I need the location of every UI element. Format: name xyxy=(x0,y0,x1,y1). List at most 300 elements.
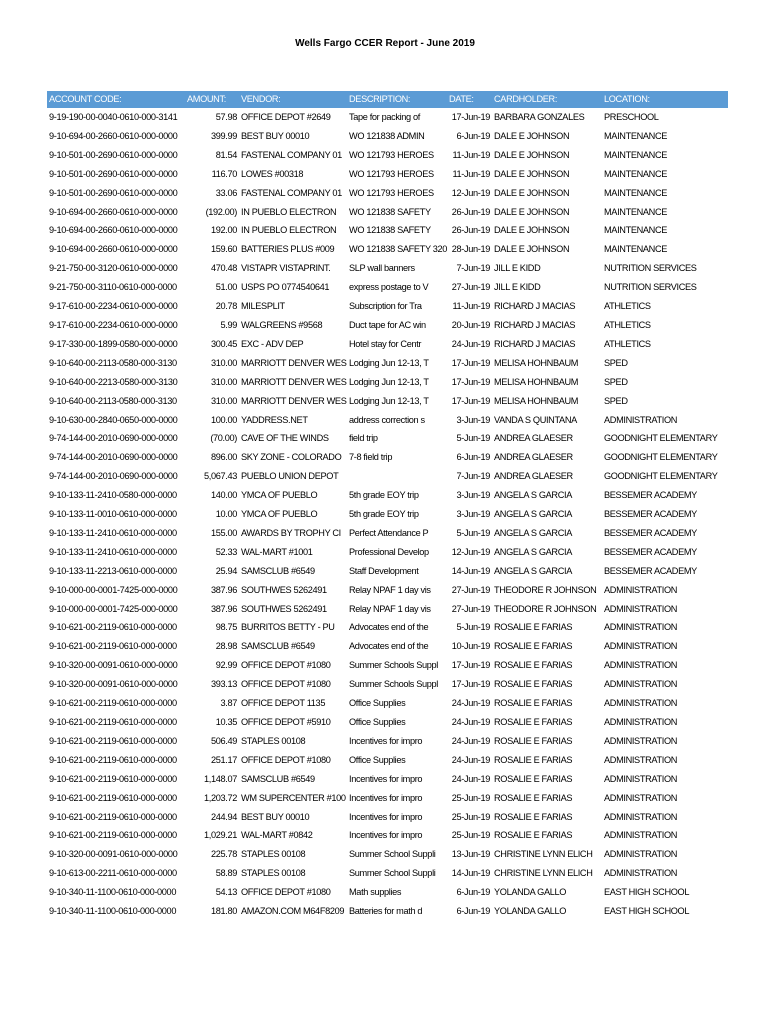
cardholder-cell: ANDREA GLAESER xyxy=(494,433,573,444)
vendor-cell: WALGREENS #9568 xyxy=(241,319,323,330)
cardholder-cell: DALE E JOHNSON xyxy=(494,149,570,160)
amount-cell: 20.78 xyxy=(215,301,237,312)
table-header-row xyxy=(47,91,728,108)
account-code-cell: 9-74-144-00-2010-0690-000-0000 xyxy=(49,433,178,444)
table-row xyxy=(47,373,728,392)
vendor-cell: YMCA OF PUEBLO xyxy=(241,490,318,501)
amount-cell: 310.00 xyxy=(210,357,237,368)
table-row xyxy=(47,618,728,637)
description-cell: Incentives for impro xyxy=(349,735,423,746)
vendor-cell: OFFICE DEPOT #5910 xyxy=(241,717,331,727)
table-row xyxy=(47,259,728,278)
vendor-cell: MARRIOTT DENVER WES xyxy=(241,357,347,368)
account-code-cell: 9-10-133-11-2410-0610-000-0000 xyxy=(49,527,177,538)
location-cell: BESSEMER ACADEMY xyxy=(604,509,697,520)
date-cell: 24-Jun-19 xyxy=(451,735,490,746)
date-cell: 26-Jun-19 xyxy=(451,225,490,236)
amount-cell: 81.54 xyxy=(215,149,237,160)
description-cell: Incentives for impro xyxy=(349,792,423,803)
date-cell: 24-Jun-19 xyxy=(451,338,490,349)
account-code-cell: 9-10-320-00-0091-0610-000-0000 xyxy=(49,679,178,690)
vendor-cell: BURRITOS BETTY - PU xyxy=(241,622,335,633)
cardholder-cell: VANDA S QUINTANA xyxy=(494,414,577,425)
location-cell: SPED xyxy=(604,357,628,368)
amount-cell: 225.78 xyxy=(210,849,237,860)
table-row xyxy=(47,600,728,619)
date-cell: 6-Jun-19 xyxy=(456,452,490,463)
table-row xyxy=(47,864,728,883)
cardholder-cell: ANGELA S GARCIA xyxy=(494,527,572,538)
account-code-cell: 9-21-750-00-3110-0610-000-0000 xyxy=(49,282,177,293)
cardholder-cell: ROSALIE E FARIAS xyxy=(494,622,573,633)
amount-cell: 399.99 xyxy=(210,130,237,141)
amount-cell: 896.00 xyxy=(210,452,237,463)
table-body xyxy=(47,108,728,921)
description-cell: Duct tape for AC win xyxy=(349,319,426,330)
transactions-table xyxy=(47,91,728,921)
table-row xyxy=(47,335,728,354)
date-cell: 17-Jun-19 xyxy=(451,112,490,122)
vendor-cell: AWARDS BY TROPHY CI xyxy=(241,527,341,538)
amount-cell: 3.87 xyxy=(220,698,237,709)
date-cell: 3-Jun-19 xyxy=(456,509,490,520)
amount-cell: 33.06 xyxy=(215,187,237,198)
cardholder-cell: ROSALIE E FARIAS xyxy=(494,773,573,784)
account-code-cell: 9-10-000-00-0001-7425-000-0000 xyxy=(49,603,178,614)
description-cell: Lodging Jun 12-13, T xyxy=(349,376,429,387)
amount-cell: 10.35 xyxy=(215,717,237,727)
vendor-cell: BEST BUY 00010 xyxy=(241,130,310,141)
cardholder-cell: ROSALIE E FARIAS xyxy=(494,830,573,841)
date-cell: 25-Jun-19 xyxy=(451,811,490,822)
description-cell: Advocates end of the xyxy=(349,641,429,652)
description-cell: express postage to V xyxy=(349,282,429,293)
account-code-cell: 9-10-694-00-2660-0610-000-0000 xyxy=(49,244,178,255)
vendor-cell: STAPLES 00108 xyxy=(241,735,306,746)
amount-cell: 10.00 xyxy=(215,509,237,520)
amount-cell: 28.98 xyxy=(215,641,237,652)
cardholder-cell: YOLANDA GALLO xyxy=(494,887,567,898)
location-cell: MAINTENANCE xyxy=(604,130,668,141)
account-code-cell: 9-10-133-11-2410-0580-000-0000 xyxy=(49,490,177,501)
date-cell: 26-Jun-19 xyxy=(451,206,490,217)
account-code-cell: 9-10-501-00-2690-0610-000-0000 xyxy=(49,149,178,160)
date-cell: 14-Jun-19 xyxy=(451,565,490,576)
amount-cell: 140.00 xyxy=(210,490,237,501)
table-row xyxy=(47,732,728,751)
description-cell: Office Supplies xyxy=(349,717,406,727)
table-row xyxy=(47,902,728,921)
cardholder-cell: RICHARD J MACIAS xyxy=(494,319,576,330)
account-code-cell: 9-10-621-00-2119-0610-000-0000 xyxy=(49,792,177,803)
amount-cell: 92.99 xyxy=(215,660,237,671)
table-row xyxy=(47,524,728,543)
col-date: DATE: xyxy=(447,91,492,108)
account-code-cell: 9-10-621-00-2119-0610-000-0000 xyxy=(49,622,177,633)
account-code-cell: 9-10-640-00-2113-0580-000-3130 xyxy=(49,395,177,406)
table-row xyxy=(47,770,728,789)
date-cell: 27-Jun-19 xyxy=(451,282,490,293)
date-cell: 27-Jun-19 xyxy=(451,603,490,614)
cardholder-cell: DALE E JOHNSON xyxy=(494,168,570,179)
account-code-cell: 9-10-621-00-2119-0610-000-0000 xyxy=(49,773,177,784)
amount-cell: 387.96 xyxy=(210,603,237,614)
table-row xyxy=(47,713,728,732)
amount-cell: 5,067.43 xyxy=(204,471,237,482)
account-code-cell: 9-10-501-00-2690-0610-000-0000 xyxy=(49,187,178,198)
date-cell: 27-Jun-19 xyxy=(451,584,490,595)
cardholder-cell: ROSALIE E FARIAS xyxy=(494,792,573,803)
col-account-code: ACCOUNT CODE: xyxy=(47,91,185,108)
location-cell: ADMINISTRATION xyxy=(604,660,678,671)
account-code-cell: 9-17-330-00-1899-0580-000-0000 xyxy=(49,338,178,349)
account-code-cell: 9-10-694-00-2660-0610-000-0000 xyxy=(49,130,178,141)
vendor-cell: SAMSCLUB #6549 xyxy=(241,565,315,576)
date-cell: 25-Jun-19 xyxy=(451,830,490,841)
description-cell: Incentives for impro xyxy=(349,773,423,784)
amount-cell: 51.00 xyxy=(215,282,237,293)
table-row xyxy=(47,221,728,240)
vendor-cell: LOWES #00318 xyxy=(241,168,304,179)
account-code-cell: 9-10-694-00-2660-0610-000-0000 xyxy=(49,206,178,217)
date-cell: 25-Jun-19 xyxy=(451,792,490,803)
description-cell: Perfect Attendance P xyxy=(349,527,429,538)
vendor-cell: MILESPLIT xyxy=(241,301,285,312)
account-code-cell: 9-10-640-00-2213-0580-000-3130 xyxy=(49,376,178,387)
description-cell: WO 121838 SAFETY 320 xyxy=(349,244,447,255)
location-cell: ADMINISTRATION xyxy=(604,622,678,633)
date-cell: 24-Jun-19 xyxy=(451,698,490,709)
table-row xyxy=(47,845,728,864)
date-cell: 7-Jun-19 xyxy=(456,471,490,482)
cardholder-cell: ANGELA S GARCIA xyxy=(494,546,572,557)
account-code-cell: 9-10-621-00-2119-0610-000-0000 xyxy=(49,717,177,727)
location-cell: SPED xyxy=(604,376,628,387)
cardholder-cell: ROSALIE E FARIAS xyxy=(494,660,573,671)
date-cell: 5-Jun-19 xyxy=(456,622,490,633)
amount-cell: 58.89 xyxy=(215,868,237,879)
vendor-cell: USPS PO 0774540641 xyxy=(241,282,330,293)
table-row xyxy=(47,826,728,845)
table-row xyxy=(47,240,728,259)
account-code-cell: 9-10-340-11-1100-0610-000-0000 xyxy=(49,887,177,898)
location-cell: ADMINISTRATION xyxy=(604,792,678,803)
cardholder-cell: RICHARD J MACIAS xyxy=(494,301,576,312)
location-cell: BESSEMER ACADEMY xyxy=(604,527,697,538)
cardholder-cell: ROSALIE E FARIAS xyxy=(494,735,573,746)
table-row xyxy=(47,543,728,562)
table-row xyxy=(47,108,728,127)
cardholder-cell: MELISA HOHNBAUM xyxy=(494,376,579,387)
description-cell: field trip xyxy=(349,433,378,444)
cardholder-cell: DALE E JOHNSON xyxy=(494,187,570,198)
account-code-cell: 9-17-610-00-2234-0610-000-0000 xyxy=(49,301,178,312)
vendor-cell: IN PUEBLO ELECTRON xyxy=(241,206,337,217)
table-row xyxy=(47,656,728,675)
date-cell: 11-Jun-19 xyxy=(452,149,490,160)
account-code-cell: 9-10-621-00-2119-0610-000-0000 xyxy=(49,735,177,746)
location-cell: ADMINISTRATION xyxy=(604,641,678,652)
amount-cell: 251.17 xyxy=(210,754,237,765)
description-cell: WO 121838 SAFETY xyxy=(349,206,431,217)
description-cell: Subscription for Tra xyxy=(349,301,422,312)
vendor-cell: WM SUPERCENTER #100 xyxy=(241,792,346,803)
table-row xyxy=(47,127,728,146)
location-cell: ADMINISTRATION xyxy=(604,679,678,690)
cardholder-cell: ANGELA S GARCIA xyxy=(494,490,572,501)
account-code-cell: 9-10-640-00-2113-0580-000-3130 xyxy=(49,357,177,368)
amount-cell: 1,203.72 xyxy=(204,792,237,803)
description-cell: Math supplies xyxy=(349,887,402,898)
date-cell: 7-Jun-19 xyxy=(456,263,490,274)
col-vendor: VENDOR: xyxy=(239,91,347,108)
cardholder-cell: JILL E KIDD xyxy=(494,263,541,274)
table-row xyxy=(47,146,728,165)
vendor-cell: PUEBLO UNION DEPOT xyxy=(241,471,339,482)
description-cell: Staff Development xyxy=(349,565,419,576)
vendor-cell: VISTAPR VISTAPRINT. xyxy=(241,263,331,274)
location-cell: MAINTENANCE xyxy=(604,149,668,160)
table-row xyxy=(47,448,728,467)
vendor-cell: STAPLES 00108 xyxy=(241,849,306,860)
amount-cell: 116.70 xyxy=(211,168,237,179)
location-cell: MAINTENANCE xyxy=(604,168,668,179)
description-cell: Tape for packing of xyxy=(349,112,420,122)
amount-cell: 387.96 xyxy=(210,584,237,595)
vendor-cell: MARRIOTT DENVER WES xyxy=(241,376,347,387)
description-cell: Summer School Suppli xyxy=(349,849,436,860)
description-cell: 5th grade EOY trip xyxy=(349,490,419,501)
col-location: LOCATION: xyxy=(602,91,728,108)
vendor-cell: STAPLES 00108 xyxy=(241,868,306,879)
col-cardholder: CARDHOLDER: xyxy=(492,91,602,108)
amount-cell: 155.00 xyxy=(210,527,237,538)
account-code-cell: 9-10-613-00-2211-0610-000-0000 xyxy=(49,868,177,879)
vendor-cell: CAVE OF THE WINDS xyxy=(241,433,329,444)
description-cell: address correction s xyxy=(349,414,425,425)
amount-cell: 244.94 xyxy=(210,811,237,822)
location-cell: ADMINISTRATION xyxy=(604,811,678,822)
date-cell: 5-Jun-19 xyxy=(456,433,490,444)
account-code-cell: 9-10-621-00-2119-0610-000-0000 xyxy=(49,754,177,765)
cardholder-cell: ROSALIE E FARIAS xyxy=(494,811,573,822)
description-cell: Relay NPAF 1 day vis xyxy=(349,603,431,614)
description-cell: Hotel stay for Centr xyxy=(349,338,422,349)
amount-cell: 470.48 xyxy=(210,263,237,274)
location-cell: ATHLETICS xyxy=(604,301,651,312)
account-code-cell: 9-10-133-11-2410-0610-000-0000 xyxy=(49,546,177,557)
account-code-cell: 9-10-621-00-2119-0610-000-0000 xyxy=(49,830,177,841)
description-cell xyxy=(347,467,447,486)
description-cell: Office Supplies xyxy=(349,754,406,765)
vendor-cell: SOUTHWES 5262491 xyxy=(241,584,327,595)
location-cell: ADMINISTRATION xyxy=(604,584,678,595)
table-row xyxy=(47,165,728,184)
date-cell: 6-Jun-19 xyxy=(456,887,490,898)
location-cell: GOODNIGHT ELEMENTARY xyxy=(604,471,718,482)
table-row xyxy=(47,505,728,524)
location-cell: ADMINISTRATION xyxy=(604,698,678,709)
vendor-cell: SKY ZONE - COLORADO xyxy=(241,452,342,463)
date-cell: 10-Jun-19 xyxy=(451,641,490,652)
date-cell: 17-Jun-19 xyxy=(451,357,490,368)
cardholder-cell: ROSALIE E FARIAS xyxy=(494,641,573,652)
cardholder-cell: BARBARA GONZALES xyxy=(494,112,585,122)
table-row xyxy=(47,354,728,373)
cardholder-cell: ANGELA S GARCIA xyxy=(494,509,572,520)
description-cell: Summer School Suppli xyxy=(349,868,436,879)
account-code-cell: 9-10-621-00-2119-0610-000-0000 xyxy=(49,698,177,709)
description-cell: WO 121793 HEROES xyxy=(349,168,434,179)
table-row xyxy=(47,278,728,297)
date-cell: 13-Jun-19 xyxy=(451,849,490,860)
description-cell: 7-8 field trip xyxy=(349,452,393,463)
date-cell: 12-Jun-19 xyxy=(451,546,490,557)
vendor-cell: OFFICE DEPOT 1135 xyxy=(241,698,326,709)
date-cell: 5-Jun-19 xyxy=(456,527,490,538)
description-cell: Office Supplies xyxy=(349,698,406,709)
location-cell: GOODNIGHT ELEMENTARY xyxy=(604,433,718,444)
cardholder-cell: CHRISTINE LYNN ELICH xyxy=(494,849,593,860)
description-cell: Advocates end of the xyxy=(349,622,429,633)
date-cell: 24-Jun-19 xyxy=(451,754,490,765)
description-cell: WO 121793 HEROES xyxy=(349,187,434,198)
cardholder-cell: DALE E JOHNSON xyxy=(494,130,570,141)
date-cell: 11-Jun-19 xyxy=(452,301,490,312)
cardholder-cell: DALE E JOHNSON xyxy=(494,225,570,236)
cardholder-cell: CHRISTINE LYNN ELICH xyxy=(494,868,593,879)
date-cell: 17-Jun-19 xyxy=(451,395,490,406)
account-code-cell: 9-74-144-00-2010-0690-000-0000 xyxy=(49,471,178,482)
cardholder-cell: ROSALIE E FARIAS xyxy=(494,679,573,690)
date-cell: 6-Jun-19 xyxy=(456,130,490,141)
amount-cell: 300.45 xyxy=(210,338,237,349)
location-cell: ADMINISTRATION xyxy=(604,868,678,879)
location-cell: BESSEMER ACADEMY xyxy=(604,490,697,501)
date-cell: 17-Jun-19 xyxy=(451,660,490,671)
date-cell: 3-Jun-19 xyxy=(456,414,490,425)
location-cell: ADMINISTRATION xyxy=(604,754,678,765)
date-cell: 11-Jun-19 xyxy=(452,168,490,179)
date-cell: 24-Jun-19 xyxy=(451,773,490,784)
location-cell: ADMINISTRATION xyxy=(604,849,678,860)
table-row xyxy=(47,562,728,581)
vendor-cell: OFFICE DEPOT #2649 xyxy=(241,112,331,122)
description-cell: WO 121838 ADMIN xyxy=(349,130,425,141)
location-cell: EAST HIGH SCHOOL xyxy=(604,906,690,917)
vendor-cell: WAL-MART #0842 xyxy=(241,830,313,841)
location-cell: PRESCHOOL xyxy=(604,112,659,122)
vendor-cell: FASTENAL COMPANY 01 xyxy=(241,149,342,160)
account-code-cell: 9-10-621-00-2119-0610-000-0000 xyxy=(49,811,177,822)
amount-cell: 310.00 xyxy=(210,395,237,406)
description-cell: 5th grade EOY trip xyxy=(349,509,419,520)
description-cell: Summer Schools Suppl xyxy=(349,660,439,671)
account-code-cell: 9-17-610-00-2234-0610-000-0000 xyxy=(49,319,178,330)
table-row xyxy=(47,411,728,430)
table-row xyxy=(47,486,728,505)
amount-cell: 5.99 xyxy=(220,319,237,330)
amount-cell: 100.00 xyxy=(210,414,237,425)
col-description: DESCRIPTION: xyxy=(347,91,447,108)
location-cell: BESSEMER ACADEMY xyxy=(604,565,697,576)
table-row xyxy=(47,316,728,335)
cardholder-cell: JILL E KIDD xyxy=(494,282,541,293)
col-amount: AMOUNT: xyxy=(185,91,239,108)
table-row xyxy=(47,808,728,827)
description-cell: Batteries for math d xyxy=(349,906,423,917)
amount-cell: 181.80 xyxy=(210,906,237,917)
location-cell: MAINTENANCE xyxy=(604,187,668,198)
account-code-cell: 9-10-133-11-2213-0610-000-0000 xyxy=(49,565,177,576)
amount-cell: 159.60 xyxy=(210,244,237,255)
description-cell: Lodging Jun 12-13, T xyxy=(349,395,429,406)
description-cell: Summer Schools Suppl xyxy=(349,679,439,690)
cardholder-cell: DALE E JOHNSON xyxy=(494,244,570,255)
location-cell: NUTRITION SERVICES xyxy=(604,282,697,293)
amount-cell: 52.33 xyxy=(215,546,237,557)
cardholder-cell: ANGELA S GARCIA xyxy=(494,565,572,576)
account-code-cell: 9-10-133-11-0010-0610-000-0000 xyxy=(49,509,177,520)
location-cell: ATHLETICS xyxy=(604,338,651,349)
amount-cell: 192.00 xyxy=(210,225,237,236)
table-row xyxy=(47,392,728,411)
date-cell: 20-Jun-19 xyxy=(451,319,490,330)
date-cell: 17-Jun-19 xyxy=(451,376,490,387)
date-cell: 12-Jun-19 xyxy=(451,187,490,198)
table-row xyxy=(47,637,728,656)
table-row xyxy=(47,581,728,600)
location-cell: MAINTENANCE xyxy=(604,244,668,255)
vendor-cell: YMCA OF PUEBLO xyxy=(241,509,318,520)
vendor-cell: SOUTHWES 5262491 xyxy=(241,603,327,614)
amount-cell: 1,148.07 xyxy=(204,773,237,784)
location-cell: EAST HIGH SCHOOL xyxy=(604,887,690,898)
table-row xyxy=(47,429,728,448)
vendor-cell: BATTERIES PLUS #009 xyxy=(241,244,335,255)
vendor-cell: AMAZON.COM M64F8209 xyxy=(241,906,345,917)
location-cell: ATHLETICS xyxy=(604,319,651,330)
cardholder-cell: ROSALIE E FARIAS xyxy=(494,717,573,727)
location-cell: BESSEMER ACADEMY xyxy=(604,546,697,557)
account-code-cell: 9-10-340-11-1100-0610-000-0000 xyxy=(49,906,177,917)
amount-cell: (192.00) xyxy=(205,206,237,217)
vendor-cell: OFFICE DEPOT #1080 xyxy=(241,887,331,898)
vendor-cell: OFFICE DEPOT #1080 xyxy=(241,660,331,671)
amount-cell: 57.98 xyxy=(215,112,237,122)
description-cell: Relay NPAF 1 day vis xyxy=(349,584,431,595)
cardholder-cell: YOLANDA GALLO xyxy=(494,906,567,917)
location-cell: ADMINISTRATION xyxy=(604,830,678,841)
amount-cell: 54.13 xyxy=(215,887,237,898)
location-cell: ADMINISTRATION xyxy=(604,414,678,425)
table-row xyxy=(47,467,728,486)
vendor-cell: FASTENAL COMPANY 01 xyxy=(241,187,342,198)
description-cell: WO 121793 HEROES xyxy=(349,149,434,160)
table-row xyxy=(47,694,728,713)
location-cell: ADMINISTRATION xyxy=(604,717,678,727)
location-cell: GOODNIGHT ELEMENTARY xyxy=(604,452,718,463)
date-cell: 17-Jun-19 xyxy=(451,679,490,690)
description-cell: Professional Develop xyxy=(349,546,429,557)
location-cell: ADMINISTRATION xyxy=(604,735,678,746)
description-cell: Incentives for impro xyxy=(349,830,423,841)
vendor-cell: EXC - ADV DEP xyxy=(241,338,304,349)
vendor-cell: IN PUEBLO ELECTRON xyxy=(241,225,337,236)
location-cell: MAINTENANCE xyxy=(604,206,668,217)
account-code-cell: 9-10-320-00-0091-0610-000-0000 xyxy=(49,849,178,860)
amount-cell: 393.13 xyxy=(210,679,237,690)
